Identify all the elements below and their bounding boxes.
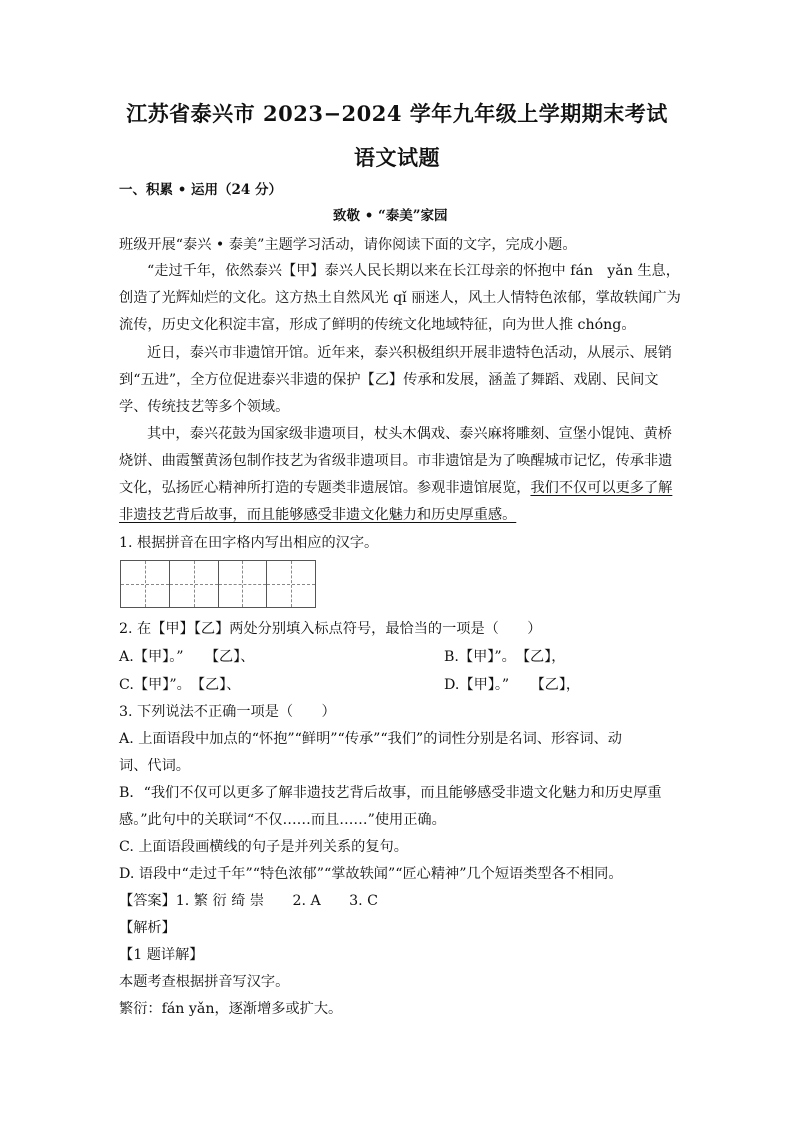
option-c: C.【甲】”。 【乙】、 <box>119 677 241 693</box>
option-a: A.【甲】。” 【乙】、 <box>119 649 255 665</box>
option-a: A. 上面语段中加点的“怀抱”“鲜明”“传承”“我们”的词性分别是名词、形容词、动 <box>119 731 622 747</box>
exam-title: 江苏省泰兴市 2023−2024 学年九年级上学期期末考试 <box>126 101 668 126</box>
passage-line: 学、传统技艺等多个领域。 <box>119 399 290 415</box>
option-a-cont: 词、代词。 <box>119 758 190 774</box>
passage-line: 烧饼、曲霞蟹黄汤包制作技艺为省级非遗项目。市非遗馆是为了唤醒城市记忆，传承非遗 <box>119 453 673 469</box>
grid-cell <box>219 561 268 607</box>
analysis-heading: 【解析】 <box>119 920 176 936</box>
passage-subtitle: 致敬 • “泰美”家园 <box>333 208 448 224</box>
grid-cell <box>121 561 170 607</box>
question-3: 3. 下列说法不正确一项是（ ） <box>119 704 336 720</box>
question-2: 2. 在【甲】【乙】两处分别填入标点符号，最恰当的一项是（ ） <box>119 621 542 637</box>
option-b-cont: 感。”此句中的关联词“不仅……而且……”使用正确。 <box>119 812 446 828</box>
option-d: D. 语段中“走过千年”“特色浓郁”“掌故轶闻”“匠心精神”几个短语类型各不相同。 <box>119 866 623 882</box>
passage-line: 流传，历史文化积淀丰富，形成了鲜明的传统文化地域特征，向为世人推 chóng。 <box>119 317 636 333</box>
passage-line: 近日，泰兴市非遗馆开馆。近年来，泰兴积极组织开展非遗特色活动，从展示、展销 <box>147 345 672 361</box>
passage-line: 创造了光辉灿烂的文化。这方热土自然风光 qǐ 丽迷人，风土人情特色浓郁，掌故轶闻广为 <box>119 290 681 306</box>
option-c: C. 上面语段画横线的句子是并列关系的复句。 <box>119 839 408 855</box>
underlined-sentence: 我们不仅可以更多了解 <box>530 480 673 496</box>
passage-line: “走过千年，依然泰兴【甲】泰兴人民长期以来在长江母亲的怀抱中 fán yǎn 生息， <box>147 263 680 279</box>
detail-text: 本题考查根据拼音写汉字。 <box>119 974 290 990</box>
grid-cell <box>267 561 315 607</box>
detail-heading: 【1 题详解】 <box>119 947 204 963</box>
underlined-sentence: 非遗技艺背后故事，而且能够感受非遗文化魅力和历史厚重感。 <box>119 507 517 523</box>
question-1: 1. 根据拼音在田字格内写出相应的汉字。 <box>119 535 379 551</box>
passage-line <box>119 479 672 497</box>
option-b: B.【甲】”。 【乙】， <box>444 649 566 665</box>
grid-cell <box>170 561 219 607</box>
answer-line: 【答案】1. 繁 衍 绮 崇 2. A 3. C <box>119 893 379 909</box>
passage-line: 到“五进”，全方位促进泰兴非遗的保护【乙】传承和发展，涵盖了舞蹈、戏剧、民间文 <box>119 372 659 388</box>
option-d: D.【甲】。” 【乙】， <box>444 677 581 693</box>
passage-line: 其中，泰兴花鼓为国家级非遗项目，杖头木偶戏、泰兴麻将雕刻、宣堡小馄饨、黄桥 <box>147 426 672 442</box>
option-b: B．“我们不仅可以更多了解非遗技艺背后故事，而且能够感受非遗文化魅力和历史厚重 <box>119 785 662 801</box>
tianzige-grid <box>120 560 316 608</box>
passage-intro: 班级开展“泰兴 • 泰美”主题学习活动，请你阅读下面的文字，完成小题。 <box>119 237 577 253</box>
exam-subject: 语文试题 <box>354 145 440 170</box>
detail-item: 繁衍：fán yǎn，逐渐增多或扩大。 <box>119 1001 343 1017</box>
passage-text: 文化，弘扬匠心精神所打造的专题类非遗展馆。参观非遗馆展览， <box>119 480 531 496</box>
section-heading: 一、积累 • 运用（24 分） <box>119 182 283 198</box>
